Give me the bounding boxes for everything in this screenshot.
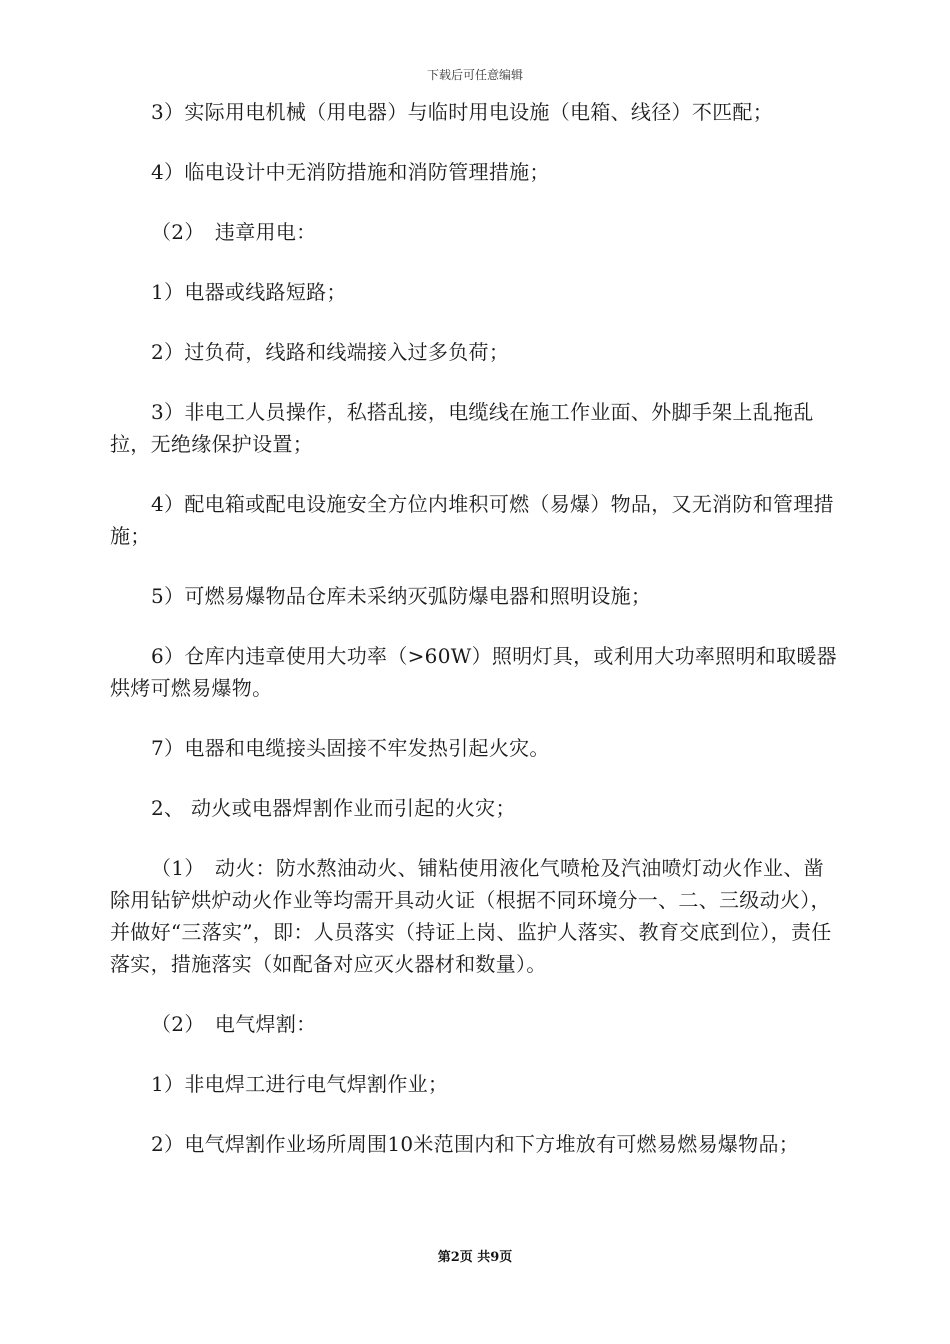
paragraph-15: 2）电气焊割作业场所周围10米范围内和下方堆放有可燃易燃易爆物品； — [151, 1132, 800, 1156]
page-footer: 第2页 共9页 — [437, 1250, 513, 1265]
paragraph-11: 2、 动火或电器焊割作业而引起的火灾； — [151, 796, 516, 820]
paragraph-12: （1） 动火：防水熬油动火、铺粘使用液化气喷枪及汽油喷灯动火作业、凿除用钻铲烘炉动火作业等均需开具动火证（根据不同环境分一、二、三级动火），并做好“三落实”，即：人员落实（持证上岗、监护人落实、教育交底到位），责任落实，措施落实（如配备对应灭火器材和数量）。 — [110, 856, 832, 976]
page-header: 下载后可任意编辑 — [426, 68, 523, 82]
paragraph-6: 3）非电工人员操作，私搭乱接，电缆线在施工作业面、外脚手架上乱拖乱拉，无绝缘保护设置； — [110, 400, 814, 456]
paragraph-1: 3）实际用电机械（用电器）与临时用电设施（电箱、线径）不匹配； — [151, 100, 774, 124]
paragraph-3: （2） 违章用电： — [151, 220, 317, 244]
paragraph-14: 1）非电焊工进行电气焊割作业； — [151, 1072, 449, 1096]
paragraph-4: 1）电器或线路短路； — [151, 280, 347, 304]
paragraph-10: 7）电器和电缆接头固接不牢发热引起火灾。 — [151, 736, 550, 760]
paragraph-8: 5）可燃易爆物品仓库未采纳灭弧防爆电器和照明设施； — [151, 584, 652, 608]
document-body — [110, 96, 840, 1184]
paragraph-9: 6）仓库内违章使用大功率（>60W）照明灯具，或利用大功率照明和取暖器烘烤可燃易爆物。 — [110, 644, 837, 700]
paragraph-13: （2） 电气焊割： — [151, 1012, 317, 1036]
paragraph-2: 4）临电设计中无消防措施和消防管理措施； — [151, 160, 550, 184]
paragraph-5: 2）过负荷，线路和线端接入过多负荷； — [151, 340, 510, 364]
paragraph-7: 4）配电箱或配电设施安全方位内堆积可燃（易爆）物品，又无消防和管理措施； — [110, 492, 834, 548]
